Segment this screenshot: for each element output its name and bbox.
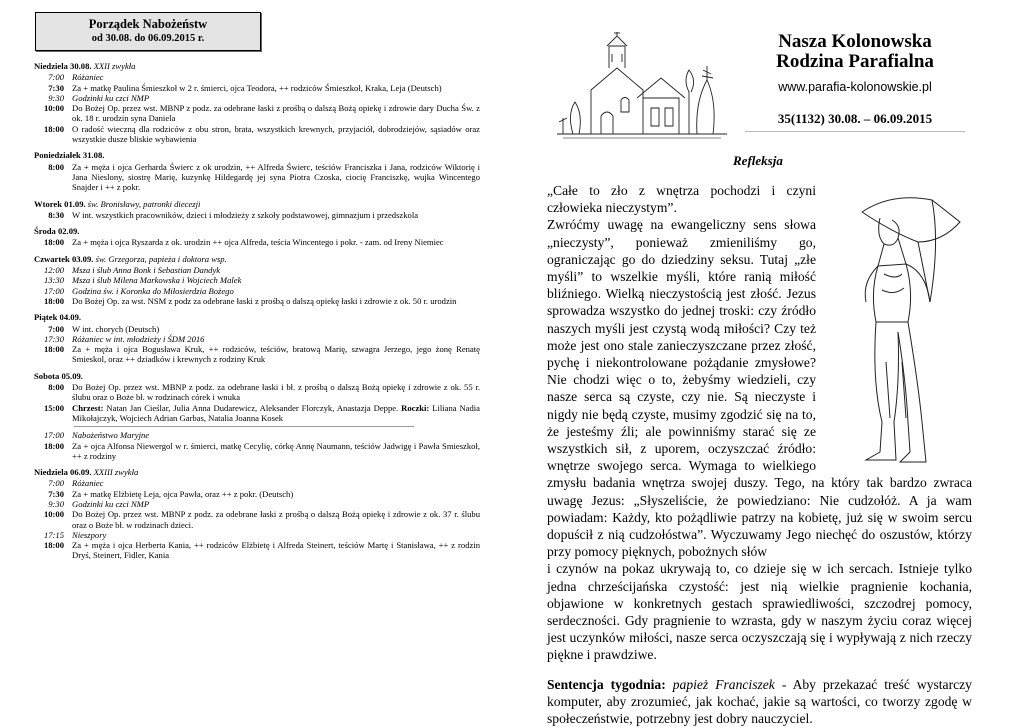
masthead-name-line1: Nasza Kolonowska — [778, 31, 932, 52]
entry-intention — [64, 324, 480, 334]
entry-intention — [64, 275, 480, 285]
entry-intention — [64, 441, 480, 462]
entry-time: 10:00 — [43, 103, 64, 114]
entry-intention — [64, 72, 480, 82]
entry-intention — [64, 162, 480, 193]
sentence-author: papież Franciszek — [672, 676, 775, 692]
entry-time: 18:00 — [43, 540, 64, 551]
day-block — [34, 226, 480, 248]
entry-time: 18:00 — [43, 123, 64, 134]
day-block — [34, 199, 480, 221]
reflection-paragraph-2: i czynów na pokaz ukrywają to, co dzieje się w ich sercach. Istnieje tylko jedna chrześcijańska czystość: jest nią wielkie pragnienie kochania, objawione w konkretnych gestach sprawiedliwości, szczodrej pomocy, serdeczności. Gdy pragnienie to wzrasta, gdy w naszym życiu coraz więcej jest uczynków miłości, nasze serca oczyszczają się i wypływają z nich rzeczy piękne i prawdziwe. — [547, 561, 972, 663]
day-block — [34, 467, 480, 561]
entry-time: 17:00 — [43, 285, 64, 296]
entry-time: 9:30 — [48, 498, 64, 509]
entry-text: Różaniec w int. młodzieży i ŚDM 2016 — [72, 333, 205, 344]
entry-time: 18:00 — [43, 344, 64, 355]
entry-bold-label: Chrzest: — [72, 402, 104, 413]
day-liturgical-note: XXIII zwykła — [93, 467, 139, 478]
entry-time: 7:00 — [48, 323, 64, 334]
reflection-title: Refleksja — [733, 153, 783, 168]
entry-text: Za + matkę Elżbietę Leja, ojca Pawła, oraz ++ z pokr. (Deutsch) — [72, 488, 294, 499]
sentence-of-week — [547, 676, 972, 727]
entry-time: 17:15 — [43, 529, 64, 540]
entry-text: Do Bożej Op. przez wst. MBNP z podz. za odebrane łaski i bł. z prośbą o dalszą Bożą opiekę i zdrowie z ok. 55 r. ślubu oraz o Boże bł. w rodzinach córek i wnuka — [72, 382, 480, 403]
schedule-entry — [34, 489, 480, 499]
schedule-title: Porządek Nabożeństw — [88, 17, 208, 31]
church-illustration — [557, 32, 727, 142]
entry-intention — [64, 286, 480, 296]
entry-text: Za + męża i ojca Gerharda Świerc z ok urodzin, ++ Alfreda Świerc, teściów Franciszka i Jana, rodziców Wiktorię i Jana Nieslony, siostrę Marię, kuzynkę Hildegardę jej syna Piotra Czoska, ciocię Franciszkę, wujka Wincentego Snajder i ++ z pokr. — [72, 161, 480, 193]
schedule-entry — [34, 210, 480, 220]
reflection-quote: „Całe to zło z wnętrza pochodzi i czyni człowieka nieczystym”. — [547, 183, 816, 216]
schedule-entry — [34, 83, 480, 93]
schedule-entry — [34, 382, 480, 403]
day-name: Środa 02.09. — [34, 226, 80, 237]
entry-text: Do Bożej Op. za wst. NSM z podz za odebrane łaski z prośbą o dalszą opiekę łaski i zdrowie z ok. 50 r. urodzin — [72, 295, 457, 306]
reflection-paragraph-1: Zwróćmy uwagę na ewangeliczny sens słowa „nieczysty”, ponieważ zmieniliśmy go, ograniczając go do dziedziny seksu. Tutaj „złe myśli” to wszelkie myśli, które ranią miłość bliźniego. Wielką nieczystością jest złość. Jezus sprowadza wszystko do jednej troski: czy źródło naszych myśli jest czystą wodą miłości? Czy też może jest ono stale zanieczyszczane przez złość, pychę i niekontrolowane pożądanie zmysłowe? Nie chodzi więc o to, żebyśmy wiedzieli, czy nasze serca są czyste, czy nie. Są nieczyste i nigdy nie będą czyste, musimy zgodzić się na to, że jesteśmy źli; ale powinniśmy starać się ze wszystkich sił, z uporem, oczyszczać źródło: wnętrze swojego serca. Wymaga to wielkiego zmysłu badania wnętrza swojej duszy. Tego, na który tak bardzo zwraca uwagę Jezus: „Słyszeliście, że powiedziano: Nie cudzołóż. A ja wam powiadam: Każdy, kto pożądliwie patrzy na kobietę, już się w swoim sercu dopuścił z nią cudzołóstwa”. Wyczuwamy Jego niechęć do oszustów, którzy przy pomocy pięknych, pobożnych słów — [547, 217, 972, 560]
day-heading — [34, 61, 480, 71]
entry-text: Do Bożej Op. przez wst. MBNP z podz. za odebrane łaski z prośbą o dalszą Bożą opiekę i zdrowie dary Ducha Św. z ok. 18 r. urodzin syna Daniela — [72, 103, 480, 124]
entry-intention — [64, 478, 480, 488]
entry-text: Godzinki ku czci NMP — [72, 92, 150, 103]
day-block — [34, 150, 480, 192]
schedule-entry — [34, 334, 480, 344]
schedule-entry — [34, 93, 480, 103]
entry-text: Do Bożej Op. przez wst. MBNP z podz. za odebrane łaski z prośbą o dalszą Bożą opiekę i zdrowie z ok. 37 r. ślubu oraz o Boże bł. w rodzinach dzieci. — [72, 509, 480, 530]
entry-text: O radość wieczną dla rodziców z obu stron, brata, wszystkich krewnych, przyjaciół, dobrodziejów, sąsiadów oraz wszystkie dusze bliskie wybawienia — [72, 123, 480, 145]
entry-text: Za + ojca Alfonsa Niewergol w r. śmierci, matkę Cecylię, córkę Annę Naumann, teściów Jadwigę i Pawła Smieszkoł, ++ z rodziny — [72, 440, 480, 461]
day-heading — [34, 150, 480, 160]
entry-text: Za + męża i ojca Ryszarda z ok. urodzin ++ ojca Alfreda, teścia Wincentego i pokr. - zam. od Ireny Niemiec — [72, 237, 444, 248]
entry-intention — [64, 93, 480, 103]
day-block — [34, 312, 480, 364]
entry-intention — [64, 382, 480, 403]
schedule-entry — [34, 430, 480, 440]
entry-text: Godzinki ku czci NMP — [72, 498, 150, 509]
schedule-entry — [34, 265, 480, 275]
entry-intention — [64, 530, 480, 540]
day-heading — [34, 312, 480, 322]
man-with-book-illustration — [822, 182, 972, 470]
day-heading — [34, 226, 480, 236]
entry-text: Msza i ślub Anna Bonk i Sebastian Dandyk — [72, 265, 221, 276]
entry-time: 8:00 — [48, 161, 64, 172]
entry-time: 10:00 — [43, 509, 64, 520]
schedule-entry — [34, 499, 480, 509]
day-name: Wtorek 01.09. — [34, 198, 86, 209]
masthead — [745, 32, 965, 132]
entry-intention — [64, 540, 480, 561]
entry-bold-label: Roczki: — [401, 402, 430, 413]
schedule-entry — [34, 237, 480, 247]
schedule-entry — [34, 403, 480, 424]
entry-time: 12:00 — [43, 265, 64, 276]
schedule-entry — [34, 275, 480, 285]
entry-intention — [64, 430, 480, 440]
entry-text: Różaniec — [72, 72, 104, 83]
sentence-text: - Aby przekazać treść wystarczy komputer, aby zrozumieć, jak kochać, jakie są wartości, co tworzy zgodę w społeczeństwie, potrzebny jest dobry nauczyciel. — [547, 676, 972, 727]
entry-intention — [64, 124, 480, 145]
schedule-entry — [34, 124, 480, 145]
day-liturgical-note: XXII zwykła — [93, 61, 136, 71]
day-name: Piątek 04.09. — [34, 312, 82, 323]
day-heading — [34, 254, 480, 264]
entry-intention — [64, 265, 480, 275]
day-name: Czwartek 03.09. — [34, 253, 94, 264]
entry-text: Godzina św. i Koronka do Miłosierdzia Bożego — [72, 285, 234, 296]
entry-intention — [64, 334, 480, 344]
days-list — [34, 61, 480, 561]
entry-text: Za + męża i ojca Bogusława Kruk, ++ rodziców, teściów, bratową Marię, szwagra Jerzego, jego żonę Renatę Smieskol, oraz ++ dziadków i krewnych z rodziny Kruk — [72, 344, 480, 365]
reflection-text — [547, 182, 972, 727]
day-name: Niedziela 30.08. — [34, 61, 92, 71]
entry-text: Liliana Nadia Mikołajczyk, Wojciech Adrian Garbas, Natalia Joanna Kosek — [72, 402, 480, 423]
entry-text: Nieszpory — [72, 529, 107, 540]
entry-time: 18:00 — [43, 440, 64, 451]
entry-intention — [64, 403, 480, 424]
day-heading — [34, 371, 480, 381]
schedule-entry — [34, 478, 480, 488]
entry-time: 7:00 — [48, 72, 64, 83]
entry-text: Nabożeństwo Maryjne — [72, 430, 150, 441]
schedule-header — [35, 12, 261, 51]
entry-text: Natan Jan Cieślar, Julia Anna Dudarewicz, Aleksander Florczyk, Anastazja Deppe. — [103, 402, 402, 413]
parish-url-link[interactable]: www.parafia-kolonowskie.pl — [778, 80, 932, 94]
day-block — [34, 61, 480, 144]
day-heading — [34, 199, 480, 209]
entry-time: 13:30 — [43, 275, 64, 286]
day-block — [34, 254, 480, 306]
day-liturgical-note: św. Bronisławy, patronki diecezji — [87, 198, 201, 209]
entry-intention — [64, 83, 480, 93]
schedule-entry — [34, 103, 480, 124]
entry-text: Msza i ślub Milena Markowska i Wojciech Malek — [72, 275, 242, 286]
entry-intention — [64, 489, 480, 499]
day-name: Niedziela 06.09. — [34, 467, 92, 478]
mass-schedule — [34, 12, 480, 561]
entry-intention — [64, 103, 480, 124]
entry-time: 18:00 — [43, 237, 64, 248]
schedule-entry — [34, 509, 480, 530]
schedule-entry — [34, 540, 480, 561]
entry-text: W int. chorych (Deutsch) — [72, 323, 160, 334]
entry-time: 18:00 — [43, 295, 64, 306]
entry-time: 8:30 — [48, 209, 64, 220]
entry-time: 7:30 — [48, 82, 64, 93]
schedule-dates: od 30.08. do 06.09.2015 r. — [91, 33, 205, 44]
entry-time: 9:30 — [48, 92, 64, 103]
sentence-label: Sentencja tygodnia: — [547, 676, 666, 692]
schedule-entry — [34, 530, 480, 540]
separator-rule — [74, 426, 414, 427]
entry-text: Różaniec — [72, 478, 104, 489]
schedule-entry — [34, 162, 480, 193]
day-liturgical-note: św. Grzegorza, papieża i doktora wsp. — [95, 253, 227, 264]
schedule-entry — [34, 324, 480, 334]
schedule-entry — [34, 286, 480, 296]
entry-intention — [64, 344, 480, 365]
schedule-entry — [34, 72, 480, 82]
entry-text: W int. wszystkich pracowników, dzieci i młodzieży z szkoły podstawowej, gimnazjum i przedszkola — [72, 209, 419, 220]
entry-intention — [64, 296, 480, 306]
entry-text: Za + matkę Paulina Śmieszkoł w 2 r. śmierci, ojca Teodora, ++ rodziców Śmieszkoł, Kraka, Leja (Deutsch) — [72, 82, 442, 93]
entry-intention — [64, 499, 480, 509]
entry-intention — [64, 237, 480, 247]
day-block — [34, 371, 480, 461]
entry-text: Za + męża i ojca Herberta Kania, ++ rodziców Elżbietę i Alfreda Steinert, teściów Martę i Stanisława, ++ z rodzin Dryś, Steinert, Fidler, Kania — [72, 540, 480, 561]
entry-time: 8:00 — [48, 382, 64, 393]
entry-time: 7:30 — [48, 488, 64, 499]
entry-time: 17:30 — [43, 333, 64, 344]
schedule-entry — [34, 344, 480, 365]
issue-number: 35(1132) 30.08. – 06.09.2015 — [745, 111, 965, 132]
entry-intention — [64, 210, 480, 220]
day-name: Sobota 05.09. — [34, 370, 83, 381]
masthead-name-line2: Rodzina Parafialna — [776, 51, 934, 72]
schedule-entry — [34, 296, 480, 306]
entry-intention — [64, 509, 480, 530]
schedule-entry — [34, 441, 480, 462]
day-heading — [34, 467, 480, 477]
entry-time: 17:00 — [43, 430, 64, 441]
entry-time: 7:00 — [48, 478, 64, 489]
day-name: Poniedziałek 31.08. — [34, 150, 105, 161]
entry-time: 15:00 — [43, 402, 64, 413]
